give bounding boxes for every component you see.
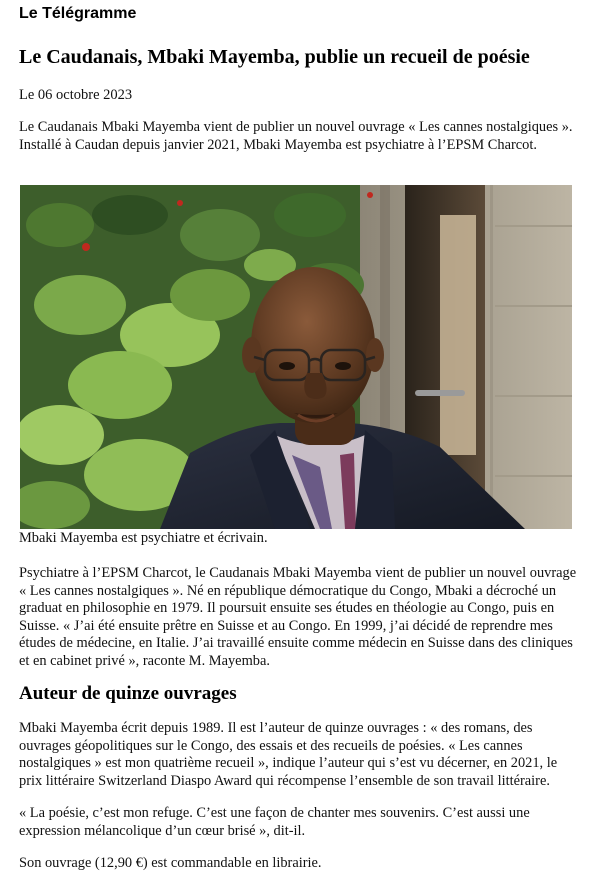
photo-caption: Mbaki Mayemba est psychiatre et écrivain. [19, 530, 268, 546]
article-date: Le 06 octobre 2023 [19, 87, 133, 103]
publication-name: Le Télégramme [19, 5, 137, 22]
section-heading: Auteur de quinze ouvrages [19, 683, 237, 704]
article-title: Le Caudanais, Mbaki Mayemba, publie un recueil de poésie [19, 46, 530, 68]
article-intro: Le Caudanais Mbaki Mayemba vient de publier un nouvel ouvrage « Les cannes nostalgiques ». Installé à Caudan depuis janvier 2021, Mbaki Mayemba est psychiatre à l’EPSM Charcot. [19, 119, 573, 153]
article-body-paragraph: Psychiatre à l’EPSM Charcot, le Caudanais Mbaki Mayemba vient de publier un nouvel ouvrage « Les cannes nostalgiques ». Né en république démocratique du Congo, Mbaki a décroché un graduat en philosophie en 1979. Il poursuit ensuite ses études en théologie au Congo, puis en Suisse. « J’ai été ensuite prêtre en Suisse et au Congo. En 1999, j’ai décidé de reprendre mes études de médecine, en Italie. J’ai travaillé ensuite comme médecin en Suisse dans des cliniques et en cabinet privé », raconte M. Mayemba. [19, 565, 577, 669]
section-paragraph-1: Mbaki Mayemba écrit depuis 1989. Il est l’auteur de quinze ouvrages : « des romans, des ouvrages géopolitiques sur le Congo, des essais et des recueils de poésies. « Les cannes nostalgiques » est mon quatrième recueil », indique l’auteur qui s’est vu décerner, en 2021, le prix littéraire Switzerland Diaspo Award qui récompense l’ensemble de son travail littéraire. [19, 720, 558, 789]
section-paragraph-2: « La poésie, c’est mon refuge. C’est une façon de chanter mes souvenirs. C’est aussi une expression mélancolique d’un cœur brisé », dit-il. [19, 805, 530, 839]
section-paragraph-3: Son ouvrage (12,90 €) est commandable en librairie. [19, 855, 322, 871]
author-photo [20, 185, 572, 529]
